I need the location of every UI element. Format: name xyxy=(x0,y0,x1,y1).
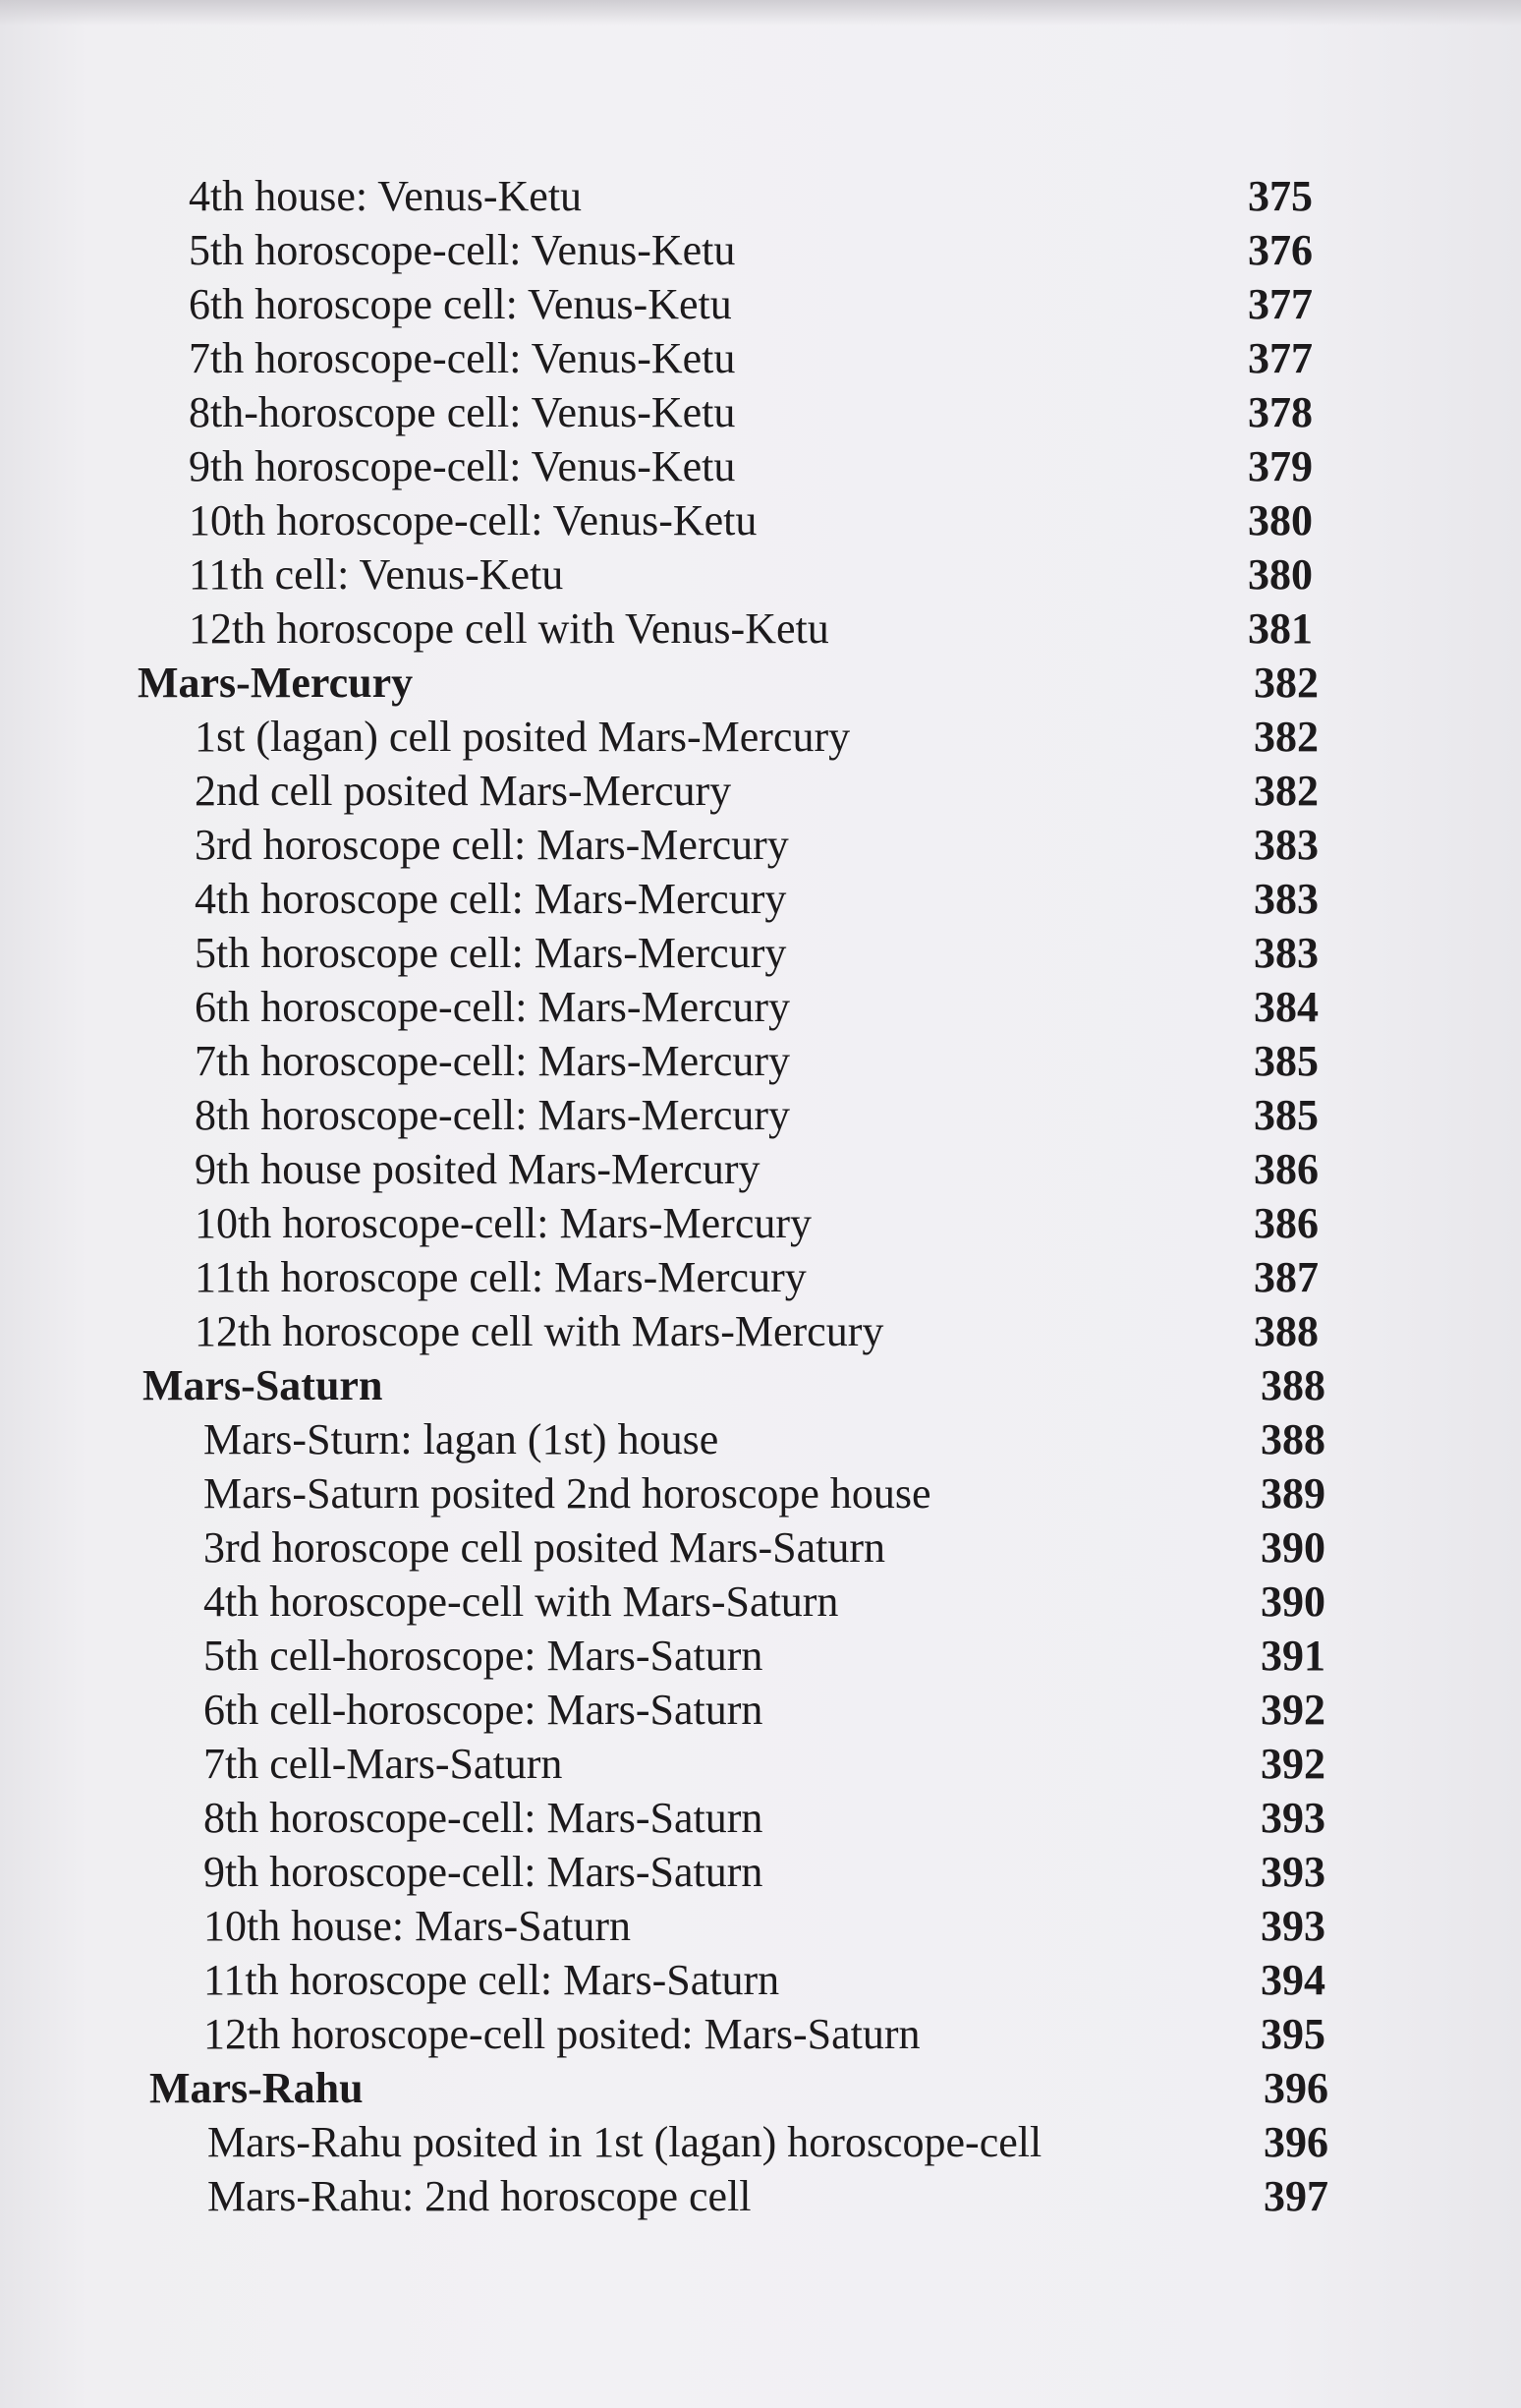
entry-title: Mars-Rahu posited in 1st (lagan) horoscope-cell xyxy=(207,2118,1042,2166)
toc-entry xyxy=(0,439,1521,493)
page-number: 392 xyxy=(1261,1740,1325,1788)
entry-title: Mars-Rahu: 2nd horoscope cell xyxy=(207,2172,752,2220)
entry-title: 3rd horoscope cell: Mars-Mercury xyxy=(195,821,789,869)
page-number: 385 xyxy=(1254,1091,1319,1139)
page-number: 380 xyxy=(1248,496,1313,545)
page-number: 381 xyxy=(1248,604,1313,653)
entry-title: 2nd cell posited Mars-Mercury xyxy=(195,767,732,815)
toc-entry xyxy=(0,764,1521,818)
entry-title: 11th cell: Venus-Ketu xyxy=(189,550,564,599)
entry-title: 12th horoscope cell with Mars-Mercury xyxy=(195,1307,884,1355)
section-title: Mars-Mercury xyxy=(138,659,414,707)
page-number: 394 xyxy=(1261,1956,1325,2004)
entry-title: 8th-horoscope cell: Venus-Ketu xyxy=(189,388,736,436)
toc-section-heading xyxy=(0,1358,1521,1412)
page-number: 390 xyxy=(1261,1577,1325,1626)
entry-title: 9th horoscope-cell: Mars-Saturn xyxy=(203,1848,763,1896)
table-of-contents xyxy=(0,169,1521,2223)
entry-title: 11th horoscope cell: Mars-Mercury xyxy=(195,1253,807,1301)
page-number: 376 xyxy=(1248,226,1313,274)
page-number: 393 xyxy=(1261,1848,1325,1896)
toc-entry xyxy=(0,493,1521,547)
toc-entry xyxy=(0,1683,1521,1737)
toc-entry xyxy=(0,2169,1521,2223)
toc-entry xyxy=(0,872,1521,926)
page-number: 387 xyxy=(1254,1253,1319,1301)
entry-title: 8th horoscope-cell: Mars-Saturn xyxy=(203,1794,763,1842)
toc-entry xyxy=(0,980,1521,1034)
page-number: 382 xyxy=(1254,659,1319,707)
toc-entry xyxy=(0,602,1521,656)
page-number: 388 xyxy=(1254,1307,1319,1355)
page-number: 383 xyxy=(1254,875,1319,923)
toc-section-heading xyxy=(0,2061,1521,2115)
toc-entry xyxy=(0,926,1521,980)
page-number: 377 xyxy=(1248,334,1313,382)
page-number: 390 xyxy=(1261,1523,1325,1572)
toc-entry xyxy=(0,1466,1521,1520)
entry-title: 5th horoscope cell: Mars-Mercury xyxy=(195,929,787,977)
entry-title: 10th horoscope-cell: Venus-Ketu xyxy=(189,496,758,545)
page-number: 386 xyxy=(1254,1199,1319,1247)
page-edge-shadow xyxy=(0,0,1521,26)
page-number: 393 xyxy=(1261,1902,1325,1950)
toc-entry xyxy=(0,1629,1521,1683)
page-number: 386 xyxy=(1254,1145,1319,1193)
toc-entry xyxy=(0,1196,1521,1250)
toc-entry xyxy=(0,1142,1521,1196)
toc-entry xyxy=(0,1088,1521,1142)
entry-title: Mars-Sturn: lagan (1st) house xyxy=(203,1415,719,1463)
entry-title: 10th house: Mars-Saturn xyxy=(203,1902,632,1950)
entry-title: 3rd horoscope cell posited Mars-Saturn xyxy=(203,1523,886,1572)
entry-title: 5th horoscope-cell: Venus-Ketu xyxy=(189,226,736,274)
toc-entry xyxy=(0,1034,1521,1088)
page-number: 392 xyxy=(1261,1686,1325,1734)
entry-title: 7th horoscope-cell: Venus-Ketu xyxy=(189,334,736,382)
entry-title: 4th horoscope-cell with Mars-Saturn xyxy=(203,1577,839,1626)
page-number: 393 xyxy=(1261,1794,1325,1842)
entry-title: 6th horoscope-cell: Mars-Mercury xyxy=(195,983,791,1031)
toc-entry xyxy=(0,223,1521,277)
entry-title: 12th horoscope cell with Venus-Ketu xyxy=(189,604,829,653)
toc-entry xyxy=(0,1250,1521,1304)
page-number: 375 xyxy=(1248,172,1313,220)
entry-title: 4th horoscope cell: Mars-Mercury xyxy=(195,875,787,923)
toc-entry xyxy=(0,818,1521,872)
page-number: 382 xyxy=(1254,713,1319,761)
toc-section-heading xyxy=(0,656,1521,710)
toc-entry xyxy=(0,2115,1521,2169)
toc-entry xyxy=(0,2007,1521,2061)
entry-title: 5th cell-horoscope: Mars-Saturn xyxy=(203,1632,763,1680)
entry-title: 1st (lagan) cell posited Mars-Mercury xyxy=(195,713,851,761)
page-number: 383 xyxy=(1254,929,1319,977)
page-number: 396 xyxy=(1264,2118,1328,2166)
entry-title: 4th house: Venus-Ketu xyxy=(189,172,583,220)
toc-entry xyxy=(0,547,1521,602)
page-number: 389 xyxy=(1261,1469,1325,1518)
page-number: 379 xyxy=(1248,442,1313,490)
toc-entry xyxy=(0,1953,1521,2007)
toc-entry xyxy=(0,1520,1521,1575)
page-number: 382 xyxy=(1254,767,1319,815)
entry-title: 11th horoscope cell: Mars-Saturn xyxy=(203,1956,780,2004)
toc-entry xyxy=(0,169,1521,223)
toc-entry xyxy=(0,710,1521,764)
entry-title: 6th cell-horoscope: Mars-Saturn xyxy=(203,1686,763,1734)
toc-entry xyxy=(0,277,1521,331)
toc-entry xyxy=(0,1575,1521,1629)
toc-entry xyxy=(0,1412,1521,1466)
page-number: 378 xyxy=(1248,388,1313,436)
page-number: 383 xyxy=(1254,821,1319,869)
page-number: 388 xyxy=(1261,1361,1325,1409)
toc-entry xyxy=(0,331,1521,385)
page-number: 391 xyxy=(1261,1632,1325,1680)
toc-entry xyxy=(0,1737,1521,1791)
entry-title: 7th horoscope-cell: Mars-Mercury xyxy=(195,1037,791,1085)
entry-title: 9th horoscope-cell: Venus-Ketu xyxy=(189,442,736,490)
entry-title: 10th horoscope-cell: Mars-Mercury xyxy=(195,1199,813,1247)
toc-entry xyxy=(0,385,1521,439)
page-number: 396 xyxy=(1264,2064,1328,2112)
entry-title: 12th horoscope-cell posited: Mars-Saturn xyxy=(203,2010,921,2058)
page-number: 380 xyxy=(1248,550,1313,599)
toc-entry xyxy=(0,1899,1521,1953)
page-number: 388 xyxy=(1261,1415,1325,1463)
entry-title: 7th cell-Mars-Saturn xyxy=(203,1740,563,1788)
page-number: 397 xyxy=(1264,2172,1328,2220)
page-number: 384 xyxy=(1254,983,1319,1031)
page-number: 377 xyxy=(1248,280,1313,328)
entry-title: 8th horoscope-cell: Mars-Mercury xyxy=(195,1091,791,1139)
entry-title: Mars-Saturn posited 2nd horoscope house xyxy=(203,1469,931,1518)
section-title: Mars-Rahu xyxy=(149,2064,364,2112)
page-number: 395 xyxy=(1261,2010,1325,2058)
entry-title: 6th horoscope cell: Venus-Ketu xyxy=(189,280,732,328)
toc-entry xyxy=(0,1304,1521,1358)
toc-entry xyxy=(0,1845,1521,1899)
section-title: Mars-Saturn xyxy=(142,1361,383,1409)
page-number: 385 xyxy=(1254,1037,1319,1085)
entry-title: 9th house posited Mars-Mercury xyxy=(195,1145,760,1193)
toc-entry xyxy=(0,1791,1521,1845)
